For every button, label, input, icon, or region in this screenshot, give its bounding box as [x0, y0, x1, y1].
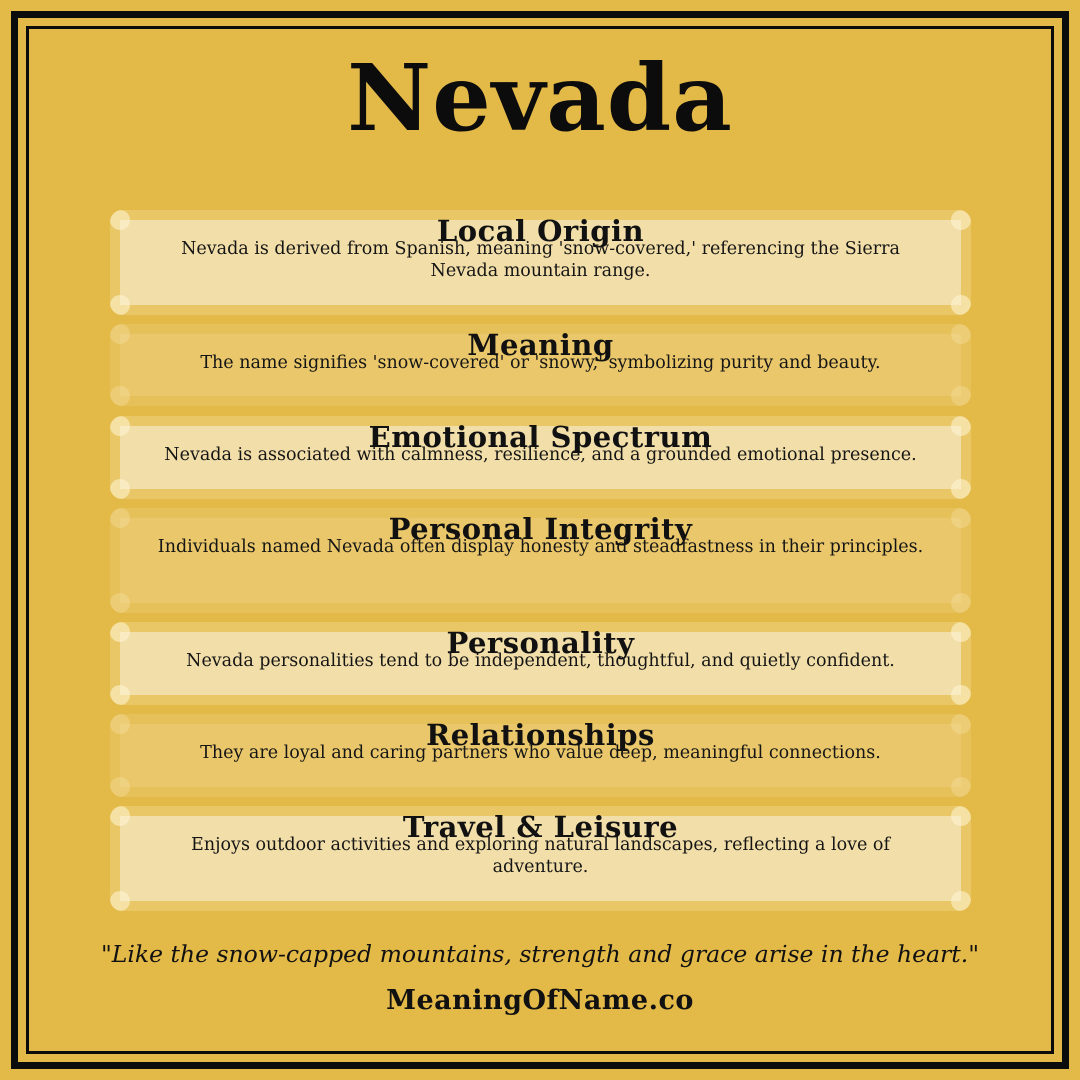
brand-footer: MeaningOfName.co [386, 985, 694, 1016]
corner-dot [951, 593, 971, 613]
section-text: Nevada is associated with calmness, resilience, and a grounded emotional presence. [164, 445, 917, 465]
corner-dot [110, 479, 130, 499]
section-text: The name signifies 'snow-covered' or 'snowy,' symbolizing purity and beauty. [200, 353, 881, 373]
section-heading: Local Origin [436, 214, 645, 248]
section-personal-integrity [110, 508, 971, 613]
section-heading: Personality [446, 626, 635, 660]
section-heading: Emotional Spectrum [368, 420, 713, 454]
corner-dot [110, 777, 130, 797]
corner-dot [110, 891, 130, 911]
corner-dot [110, 685, 130, 705]
page-title: Nevada [347, 44, 733, 152]
section-text: Enjoys outdoor activities and exploring natural landscapes, reflecting a love of adventure. [191, 835, 890, 877]
quote-text: "Like the snow-capped mountains, strength and grace arise in the heart." [100, 940, 980, 968]
section-text: They are loyal and caring partners who value deep, meaningful connections. [200, 743, 881, 763]
section-meaning [110, 324, 971, 406]
section-local-origin [110, 210, 971, 315]
section-heading: Personal Integrity [388, 512, 693, 546]
section-heading: Meaning [467, 328, 614, 362]
corner-dot [951, 386, 971, 406]
corner-dot [110, 593, 130, 613]
section-heading: Travel & Leisure [402, 810, 679, 844]
section-emotional-spectrum [110, 416, 971, 499]
section-text: Nevada is derived from Spanish, meaning 'snow-covered,' referencing the Sierra Nevada mountain range. [181, 239, 900, 281]
corner-dot [951, 479, 971, 499]
section-travel-leisure [110, 806, 971, 911]
corner-dot [951, 295, 971, 315]
corner-dot [110, 295, 130, 315]
corner-dot [110, 386, 130, 406]
section-relationships [110, 714, 971, 797]
corner-dot [951, 777, 971, 797]
section-text: Individuals named Nevada often display honesty and steadfastness in their principles. [157, 537, 924, 557]
section-text: Nevada personalities tend to be independent, thoughtful, and quietly confident. [186, 651, 895, 671]
corner-dot [951, 685, 971, 705]
corner-dot [951, 891, 971, 911]
section-heading: Relationships [426, 718, 655, 752]
section-personality [110, 622, 971, 705]
